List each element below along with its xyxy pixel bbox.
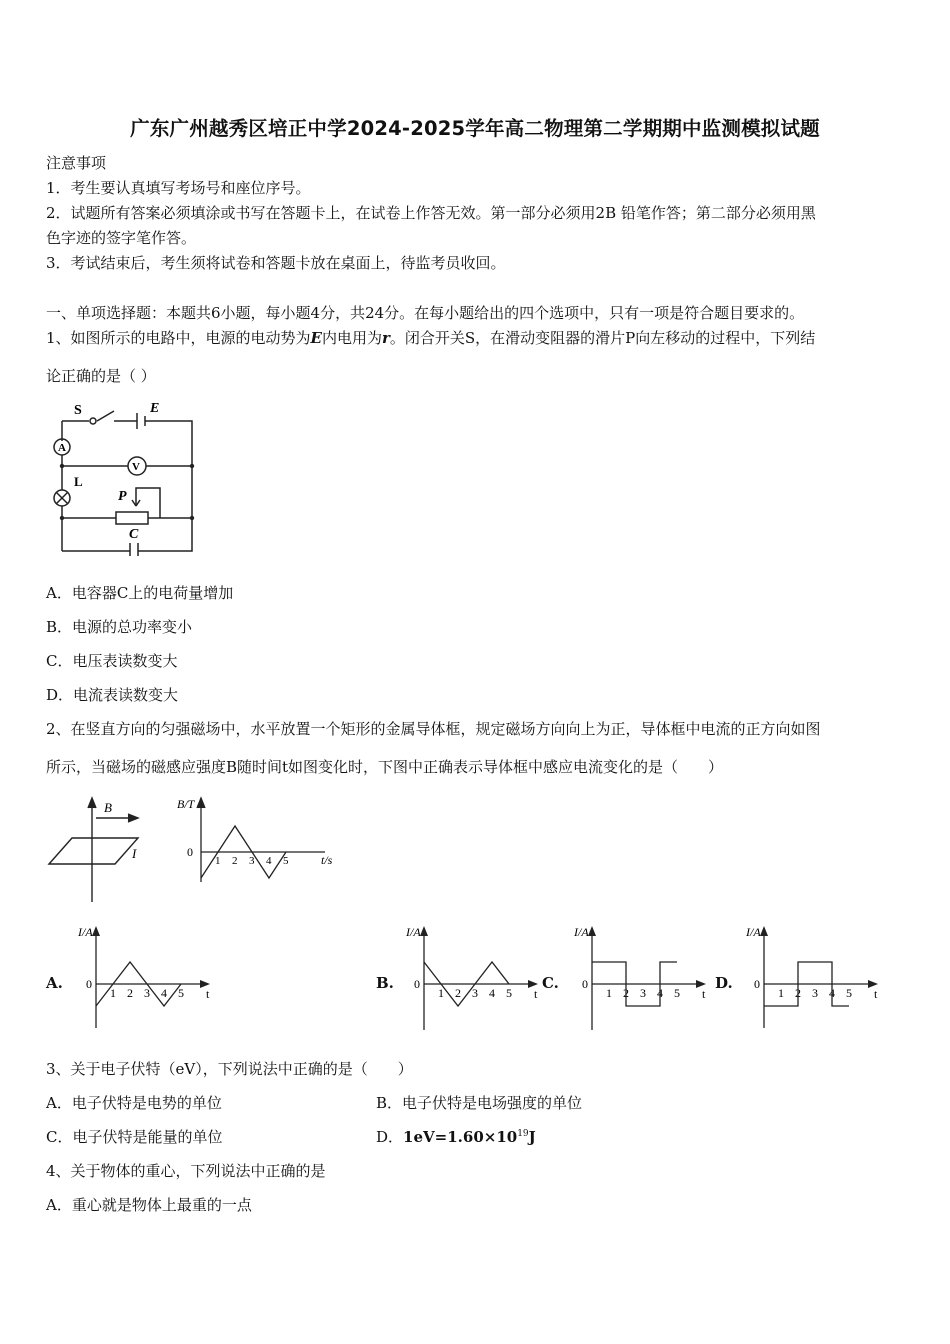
tick-label: 1 xyxy=(438,986,444,1000)
tick-label: 1 xyxy=(606,986,612,1000)
axis-label-t: t xyxy=(874,987,878,1001)
label-i: I xyxy=(132,846,137,861)
notice-item: 1．考生要认真填写考场号和座位序号。 xyxy=(46,179,311,197)
notice-item: 3．考试结束后，考生须将试卷和答题卡放在桌面上，待监考员收回。 xyxy=(46,254,506,272)
notice-item: 2．试题所有答案必须填涂或书写在答题卡上，在试卷上作答无效。第一部分必须用2B 铅笔作答；第二部分必须用黑 xyxy=(46,204,816,222)
section-heading: 一、单项选择题：本题共6小题，每小题4分，共24分。在每小题给出的四个选项中，只有一项是符合题目要求的。 xyxy=(46,304,805,322)
q4-option-a[interactable]: A．重心就是物体上最重的一点 xyxy=(46,1196,252,1214)
q1-stem: 1、如图所示的电路中，电源的电动势为E内电用为r。闭合开关S，在滑动变阻器的滑片P向左移动的过程中，下列结 xyxy=(46,329,816,347)
bt-tick-label: 5 xyxy=(283,855,289,867)
tick-label: 2 xyxy=(795,986,801,1000)
tick-label: 4 xyxy=(657,986,663,1000)
tick-label: 4 xyxy=(489,986,495,1000)
q2-option-letter-a[interactable]: A. xyxy=(46,974,63,992)
q1-option-b[interactable]: B．电源的总功率变小 xyxy=(46,618,193,636)
q1-option-c[interactable]: C．电压表读数变大 xyxy=(46,652,178,670)
label-l: L xyxy=(74,474,83,489)
page-title: 广东广州越秀区培正中学2024-2025学年高二物理第二学期期中监测模拟试题 xyxy=(130,117,820,140)
option-a-graph[interactable] xyxy=(72,920,222,1030)
origin-label: 0 xyxy=(86,977,92,991)
tick-label: 3 xyxy=(812,986,818,1000)
tick-label: 3 xyxy=(144,986,150,1000)
option-b-graph[interactable] xyxy=(400,920,542,1032)
y-axis-arrow xyxy=(760,926,768,936)
axis-label-ia: I/A xyxy=(574,925,589,939)
q1-option-a[interactable]: A．电容器C上的电荷量增加 xyxy=(46,584,234,602)
circuit-diagram xyxy=(44,396,204,556)
q2-option-letter-c[interactable]: C. xyxy=(542,974,559,992)
q4-stem: 4、关于物体的重心，下列说法中正确的是 xyxy=(46,1162,326,1180)
axis-label-t: t xyxy=(702,987,706,1001)
axis-label-ia: I/A xyxy=(406,925,421,939)
tick-label: 2 xyxy=(127,986,133,1000)
axis-label-ia: I/A xyxy=(78,925,93,939)
notice-item: 色字迹的签字笔作答。 xyxy=(46,229,197,247)
tick-label: 5 xyxy=(178,986,184,1000)
bt-graph xyxy=(175,794,345,884)
origin-label: 0 xyxy=(187,845,193,859)
q3-option-c[interactable]: C．电子伏特是能量的单位 xyxy=(46,1128,223,1146)
tick-label: 5 xyxy=(846,986,852,1000)
q3-option-d[interactable]: D．$1eV=1.60\times 10^{19}J$ xyxy=(376,1128,536,1146)
label-c: C xyxy=(129,527,139,542)
label-p: P xyxy=(118,489,127,504)
label-a: A xyxy=(58,442,66,454)
bt-tick-label: 4 xyxy=(266,855,272,867)
tick-label: 5 xyxy=(506,986,512,1000)
tick-label: 2 xyxy=(455,986,461,1000)
q3-stem: 3、关于电子伏特（eV），下列说法中正确的是（ ） xyxy=(46,1060,413,1078)
y-axis-arrow xyxy=(92,926,100,936)
q1-stem-line2: 论正确的是（ ） xyxy=(46,367,156,385)
axis-label-ts: t/s xyxy=(321,853,333,867)
bt-tick-label: 3 xyxy=(249,855,255,867)
tick-label: 4 xyxy=(829,986,835,1000)
q1-option-d[interactable]: D．电流表读数变大 xyxy=(46,686,179,704)
axis-label-bt: B/T xyxy=(177,797,195,811)
tick-label: 4 xyxy=(161,986,167,1000)
q2-option-letter-b[interactable]: B. xyxy=(376,974,394,992)
q2-stem-line1: 2、在竖直方向的匀强磁场中，水平放置一个矩形的金属导体框，规定磁场方向向上为正，导体框中电流的正方向如图 xyxy=(46,720,821,738)
label-e: E xyxy=(150,401,160,416)
y-axis-arrow xyxy=(588,926,596,936)
label-b: B xyxy=(104,800,112,815)
origin-label: 0 xyxy=(582,977,588,991)
q3-option-b[interactable]: B．电子伏特是电场强度的单位 xyxy=(376,1094,583,1112)
option-d-graph[interactable] xyxy=(740,920,890,1030)
axis-label-t: t xyxy=(534,987,538,1001)
bt-tick-label: 2 xyxy=(232,855,238,867)
tick-label: 1 xyxy=(110,986,116,1000)
q2-stem-line2: 所示，当磁场的磁感应强度B随时间t如图变化时，下图中正确表示导体框中感应电流变化的是（ ） xyxy=(46,758,724,776)
origin-label: 0 xyxy=(754,977,760,991)
tick-label: 5 xyxy=(674,986,680,1000)
tick-label: 3 xyxy=(472,986,478,1000)
option-c-graph[interactable] xyxy=(568,920,713,1032)
q3-option-a[interactable]: A．电子伏特是电势的单位 xyxy=(46,1094,222,1112)
axis-label-ia: I/A xyxy=(746,925,761,939)
magnetic-frame-figure xyxy=(44,792,149,904)
origin-label: 0 xyxy=(414,977,420,991)
axis-label-t: t xyxy=(206,987,210,1001)
bt-tick-label: 1 xyxy=(215,855,221,867)
q2-option-letter-d[interactable]: D. xyxy=(715,974,733,992)
tick-label: 1 xyxy=(778,986,784,1000)
label-v: V xyxy=(132,461,140,473)
notice-heading: 注意事项 xyxy=(46,154,107,172)
y-axis-arrow xyxy=(420,926,428,936)
tick-label: 3 xyxy=(640,986,646,1000)
label-s: S xyxy=(74,403,82,418)
tick-label: 2 xyxy=(623,986,629,1000)
